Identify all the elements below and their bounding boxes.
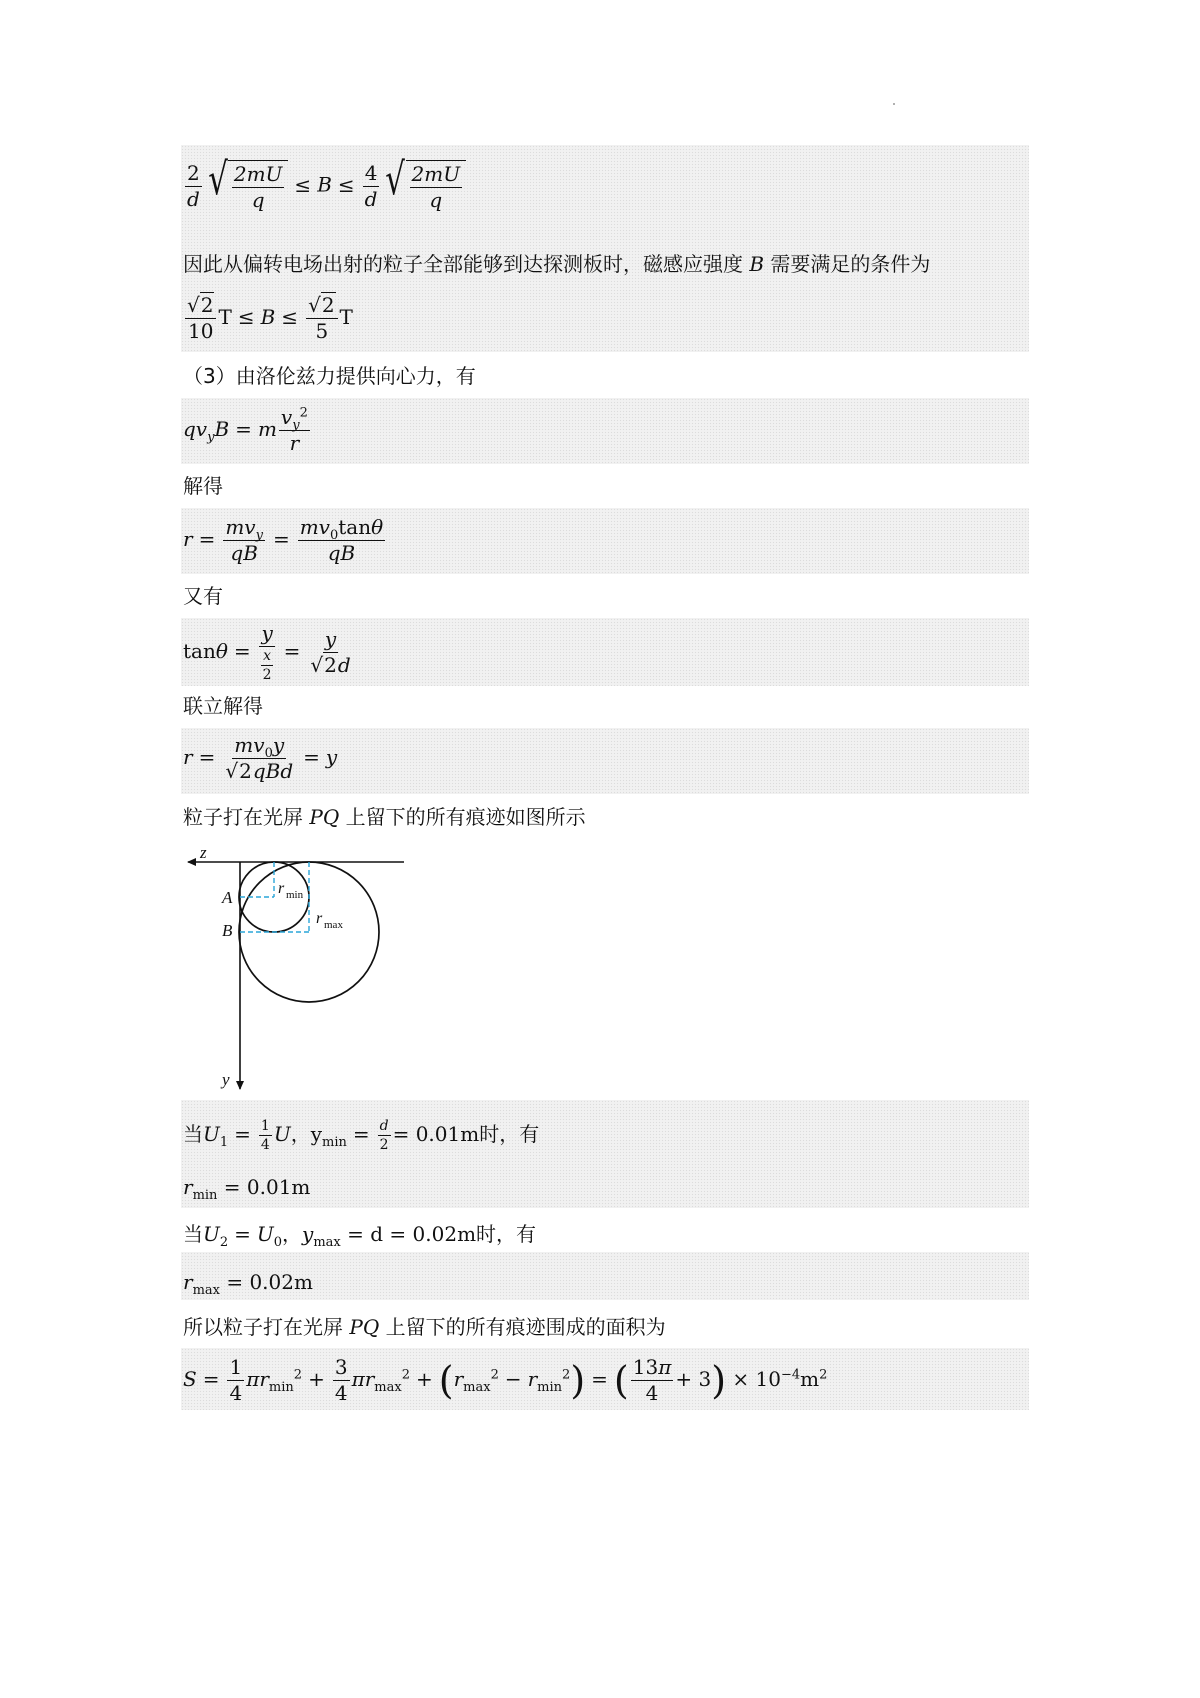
area-exp: −4	[780, 1367, 801, 1383]
point-b-label: B	[222, 921, 233, 940]
comma-1: ，	[290, 1122, 311, 1147]
when-tail-2: 时，有	[476, 1222, 537, 1246]
condition-tail: 需要满足的条件为	[770, 252, 931, 276]
trace-diagram	[182, 845, 408, 1095]
combine-label: 联立解得	[183, 694, 263, 718]
area-m: m	[800, 1367, 820, 1391]
trace-tail: 上留下的所有痕迹如图所示	[345, 805, 586, 829]
rmax-sub-label: max	[324, 919, 343, 931]
when-tail-1: 时，有	[479, 1122, 540, 1147]
b-range-inequality: $\frac{2}{d}$ √ $\frac{2mU}{q}$ ≤ B ≤ $\frac{4}{d}$ √ $\frac{2mU}{q}$	[183, 160, 466, 212]
solve-label: 解得	[183, 474, 223, 498]
symbol-b: B	[749, 252, 765, 276]
trace-sentence	[183, 805, 586, 829]
symbol-pq: PQ	[309, 805, 340, 829]
tan-equation: tanθ = $\frac{y}{\frac{x}{2}}$ = $\frac{y}{√2d}$	[183, 621, 351, 684]
b-numeric-range: $\frac{√2}{10}$ T ≤ B ≤ $\frac{√2}{5}$ T	[187, 293, 353, 343]
condition-u2: 当$U_2 = U_0$，$y_{max} = d = 0.02m$时，有	[183, 1222, 537, 1250]
area-equation: S = $\frac{1}{4}$ $\pi r_{min}^2$ + $\frac{3}{4}$ $\pi r_{max}^2 + (r_{max}^2 - r_{min}^2)$ = ( $\frac{13\pi}{4}$ + $3) \times 10^{-4}m^2$	[183, 1355, 828, 1405]
ymin-value: = 0.01m	[392, 1122, 480, 1147]
trace-figure	[182, 845, 408, 1095]
also-label: 又有	[183, 584, 223, 608]
condition-u1: 当$U_1$ = $\frac{1}{4}$ U，$y_{min}$ = $\frac{d}{2}$ = 0.01m时，有	[183, 1118, 540, 1154]
area-m-exp: 2	[819, 1367, 828, 1383]
area-unit: × 10	[732, 1367, 781, 1391]
trace-intro: 粒子打在光屏	[183, 805, 303, 829]
rmin-value: = 0.01m	[223, 1175, 311, 1199]
radius-y-equation: r = $\frac{mv_0y}{\text{√2qBd}}$ = y	[183, 733, 338, 783]
axis-y-label: y	[222, 1070, 230, 1089]
stray-mark	[893, 103, 895, 105]
rmin-equation: $r_{min} = 0.01m$	[183, 1175, 311, 1203]
rmax-label: r	[316, 910, 323, 927]
symbol-pq-2: PQ	[349, 1315, 380, 1339]
area-sentence	[183, 1315, 666, 1339]
radius-equation: r = $\frac{mv_y}{qB}$ = $\frac{mv_0\tan\theta}{qB}$	[183, 515, 384, 565]
point-a-label: A	[222, 888, 233, 907]
when-label-2: 当	[183, 1222, 203, 1246]
when-label-1: 当	[183, 1122, 203, 1147]
part3-heading: （3）由洛伦兹力提供向心力，有	[183, 364, 476, 388]
axis-z-label: z	[200, 845, 207, 862]
condition-intro: 因此从偏转电场出射的粒子全部能够到达探测板时，磁感应强度	[183, 252, 743, 276]
rmax-equation: $r_{max} = 0.02m$	[183, 1270, 313, 1298]
rmin-sub-label: min	[286, 889, 304, 901]
rmin-label: r	[278, 880, 285, 897]
area-tail: 上留下的所有痕迹围成的面积为	[385, 1315, 666, 1339]
ymax-value: = d = 0.02m	[347, 1222, 477, 1246]
rmax-value: = 0.02m	[226, 1270, 313, 1294]
area-factor: + 3	[675, 1367, 712, 1391]
lorentz-equation: $qv_yB = m$ $\frac{v_y^2}{r}$	[183, 405, 308, 455]
comma-2: ，	[282, 1222, 303, 1246]
area-intro: 所以粒子打在光屏	[183, 1315, 343, 1339]
condition-sentence	[183, 252, 930, 276]
